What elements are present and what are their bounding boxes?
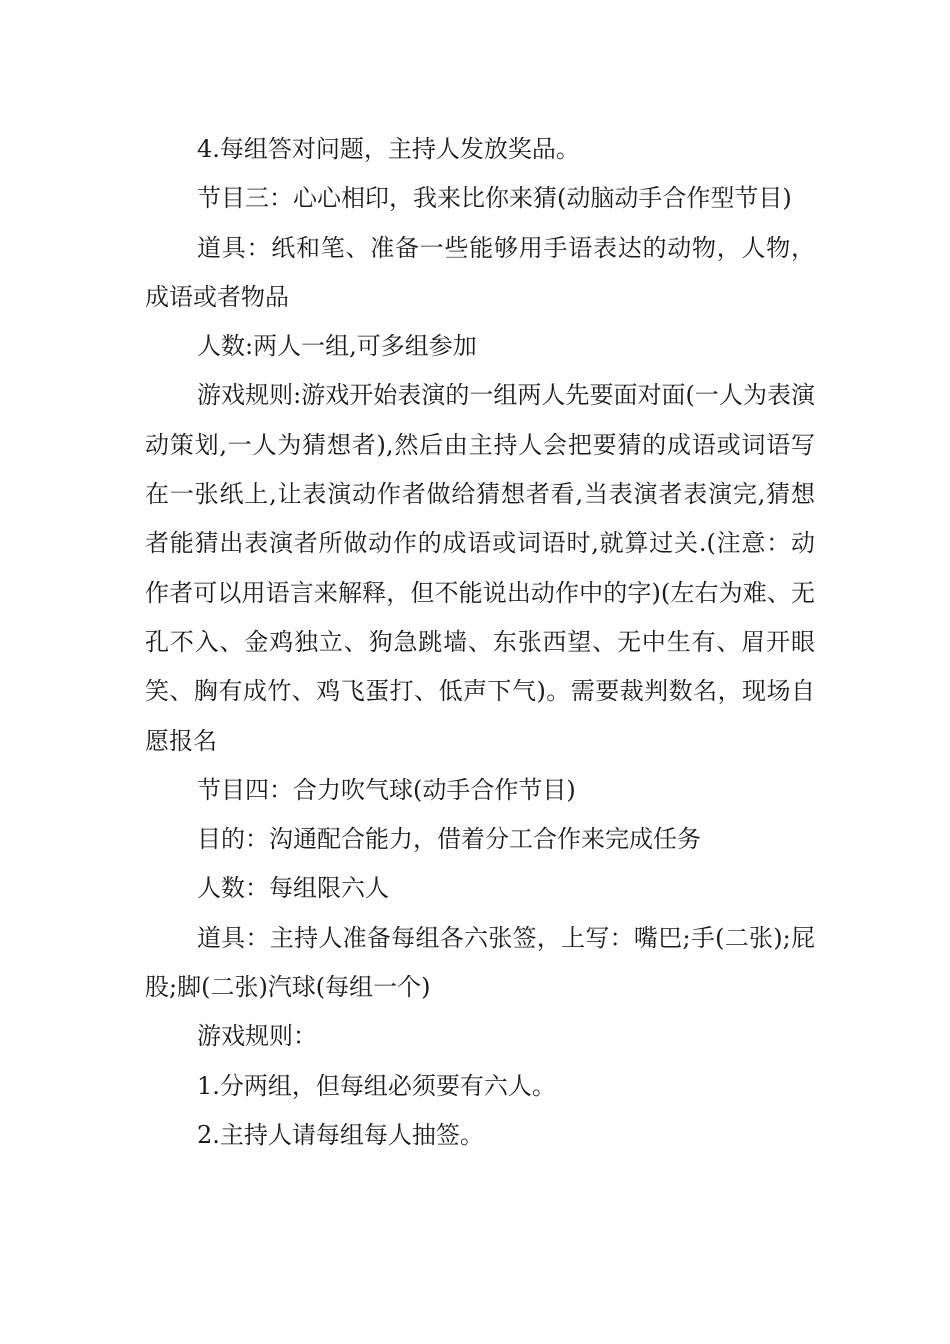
- document-body: [145, 125, 815, 1160]
- paragraph-program-four-purpose: 目的：沟通配合能力，借着分工合作来完成任务: [197, 825, 701, 854]
- paragraph-program-three-rules: 游戏规则:游戏开始表演的一组两人先要面对面(一人为表演动策划,一人为猜想者),然后由主持人会把要猜的成语或词语写在一张纸上,让表演动作者做给猜想者看,当表演者表演完,猜想者能猜出表演者所做动作的成语或词语时,就算过关.(注意：动作者可以用语言来解释，但不能说出动作中的字)(左右为难、无孔不入、金鸡独立、狗急跳墙、东张西望、无中生有、眉开眼笑、胸有成竹、鸡飞蛋打、低声下气)。需要裁判数名，现场自愿报名: [145, 381, 815, 755]
- paragraph-program-four-title: 节目四：合力吹气球(动手合作节目): [197, 775, 576, 804]
- paragraph-program-three-players: 人数:两人一组,可多组参加: [197, 332, 477, 361]
- paragraph-program-four-rules-heading: 游戏规则：: [197, 1022, 317, 1051]
- paragraph-prize-rule: 4.每组答对问题，主持人发放奖品。: [197, 135, 580, 163]
- paragraph-program-three-title: 节目三：心心相印，我来比你来猜(动脑动手合作型节目): [197, 184, 792, 213]
- paragraph-program-three-props: 道具：纸和笔、准备一些能够用手语表达的动物，人物，成语或者物品: [145, 233, 815, 311]
- paragraph-program-four-players: 人数：每组限六人: [197, 874, 389, 903]
- paragraph-rule-step-1: 1.分两组，但每组必须要有六人。: [197, 1071, 556, 1100]
- paragraph-program-four-props: 道具：主持人准备每组各六张签，上写：嘴巴;手(二张);屁股;脚(二张)汽球(每组一个): [145, 923, 815, 1002]
- paragraph-rule-step-2: 2.主持人请每组每人抽签。: [197, 1120, 484, 1149]
